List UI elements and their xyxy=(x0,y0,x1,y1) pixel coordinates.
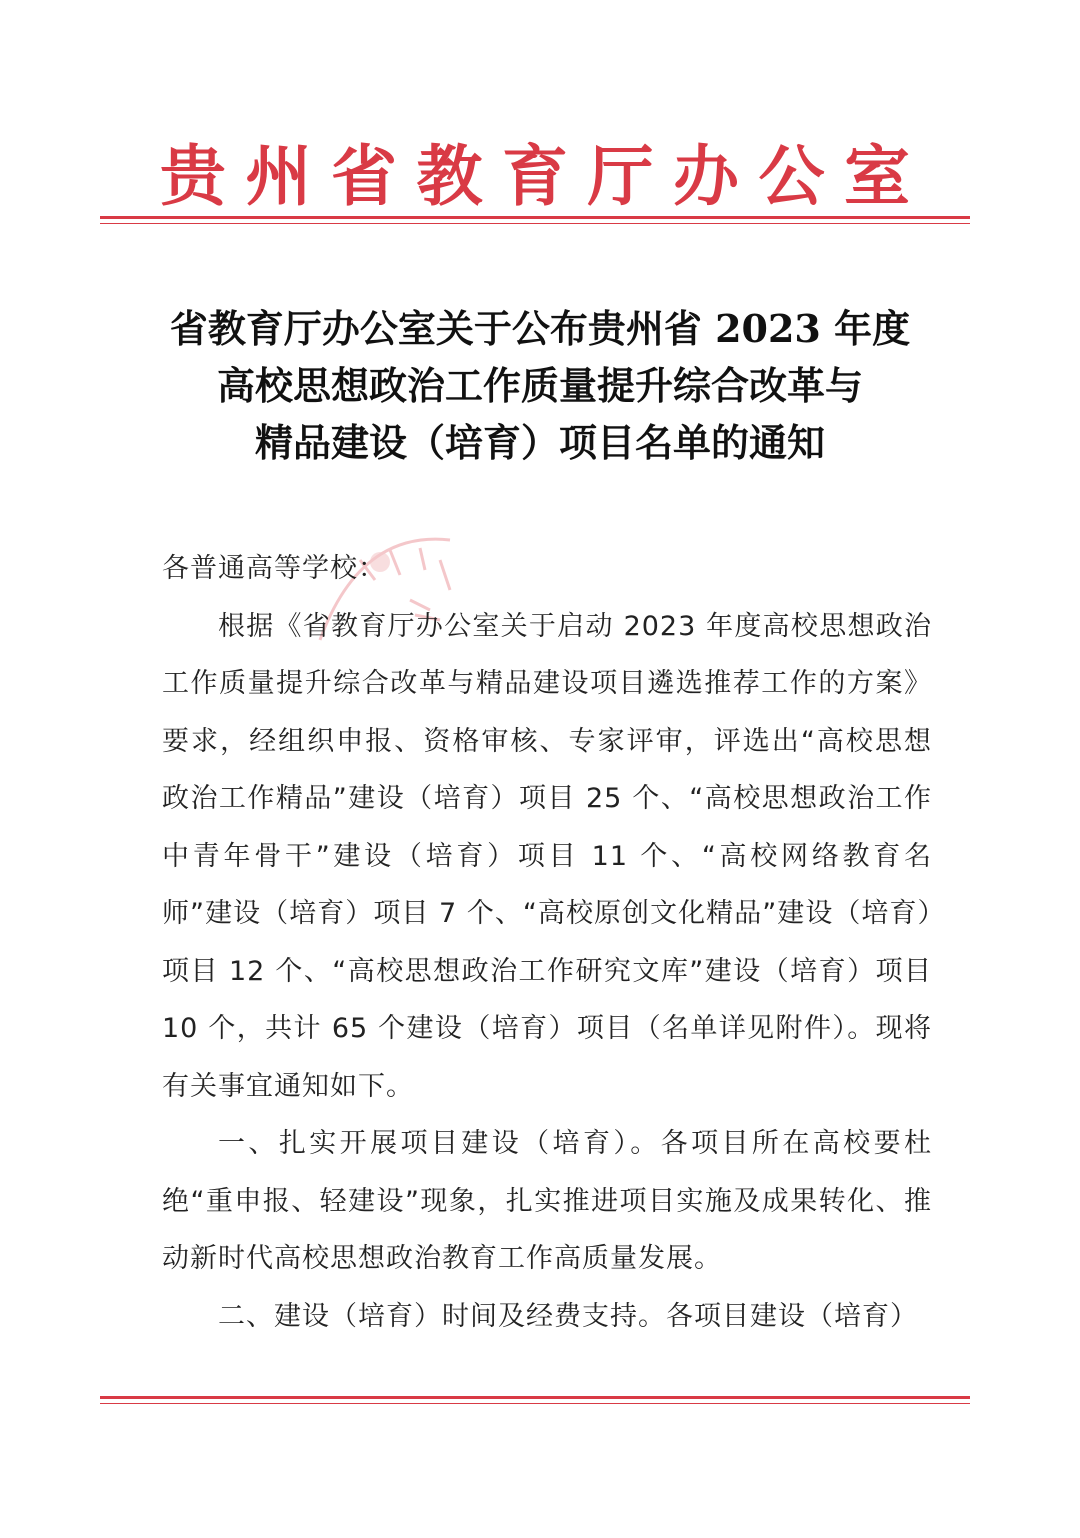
body-paragraph: 根据《省教育厅办公室关于启动 2023 年度高校思想政治工作质量提升综合改革与精品建设项目遴选推荐工作的方案》要求，经组织申报、资格审核、专家评审，评选出“高校思想政治工作精品”建设（培育）项目 25 个、“高校思想政治工作中青年骨干”建设（培育）项目 11 个、“高校网络教育名师”建设（培育）项目 7 个、“高校原创文化精品”建设（培育）项目 12 个、“高校思想政治工作研究文库”建设（培育）项目 10 个，共计 65 个建设（培育）项目（名单详见附件）。现将有关事宜通知如下。 xyxy=(162,610,932,1102)
title-line: 省教育厅办公室关于公布贵州省 2023 年度 xyxy=(169,306,911,351)
letterhead-char: 公 xyxy=(758,138,825,215)
letterhead-char: 室 xyxy=(844,138,910,215)
letterhead-char: 育 xyxy=(502,138,568,215)
title-line: 精品建设（培育）项目名单的通知 xyxy=(254,420,825,465)
letterhead-char: 州 xyxy=(245,138,312,215)
document-body xyxy=(162,540,932,1345)
body-paragraph: 一、扎实开展项目建设（培育）。各项目所在高校要杜绝“重申报、轻建设”现象，扎实推进项目实施及成果转化、推动新时代高校思想政治教育工作高质量发展。 xyxy=(162,1128,932,1274)
letterhead-char: 教 xyxy=(416,138,483,215)
letterhead-char: 省 xyxy=(331,138,397,215)
letterhead-char: 贵 xyxy=(160,138,226,215)
salutation: 各普通高等学校： xyxy=(162,553,386,584)
letterhead-char: 厅 xyxy=(587,138,654,215)
letterhead xyxy=(100,132,970,222)
title-line: 高校思想政治工作质量提升综合改革与 xyxy=(216,363,863,408)
letterhead-divider xyxy=(100,216,970,219)
document-title xyxy=(100,300,980,471)
footer-divider xyxy=(100,1396,970,1399)
letterhead-char: 办 xyxy=(673,138,739,215)
body-paragraph: 二、建设（培育）时间及经费支持。各项目建设（培育） xyxy=(218,1300,918,1332)
